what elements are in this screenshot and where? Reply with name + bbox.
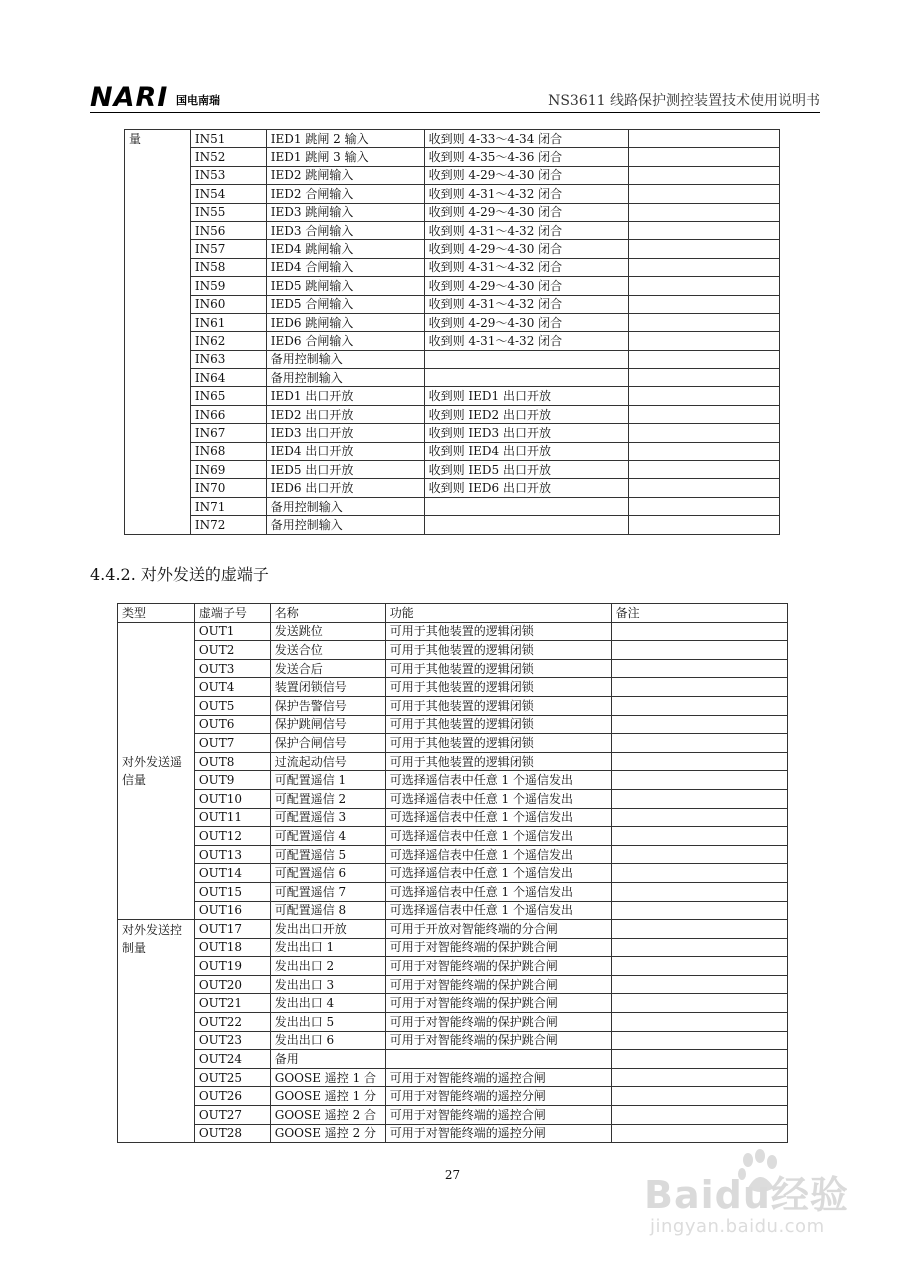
name-cell: IED6 跳闸输入 — [266, 313, 424, 331]
table-row — [125, 332, 780, 350]
table-row — [125, 442, 780, 460]
note-cell — [611, 678, 787, 697]
table-row — [118, 864, 788, 883]
table-row — [125, 258, 780, 276]
terminal-no-cell: OUT4 — [194, 678, 270, 697]
note-cell — [629, 497, 780, 515]
function-cell: 收到则 4-29～4-30 闭合 — [424, 240, 629, 258]
terminal-no-cell: IN54 — [190, 185, 266, 203]
terminal-no-cell: OUT18 — [194, 938, 270, 957]
note-cell — [629, 461, 780, 479]
function-cell: 收到则 IED1 出口开放 — [424, 387, 629, 405]
terminal-no-cell: OUT23 — [194, 1031, 270, 1050]
terminal-no-cell: IN58 — [190, 258, 266, 276]
note-cell — [611, 975, 787, 994]
name-cell: IED3 跳闸输入 — [266, 203, 424, 221]
name-cell: IED2 合闸输入 — [266, 185, 424, 203]
table-row — [118, 1106, 788, 1125]
function-cell: 收到则 4-35～4-36 闭合 — [424, 148, 629, 166]
terminal-no-cell: OUT7 — [194, 734, 270, 753]
name-cell: 可配置遥信 6 — [270, 864, 385, 883]
header-terminal-no: 虚端子号 — [194, 604, 270, 623]
name-cell: IED1 跳闸 2 输入 — [266, 130, 424, 148]
watermark-url: jingyan.baidu.com — [650, 1216, 825, 1237]
function-cell: 可用于开放对智能终端的分合闸 — [385, 920, 611, 939]
nari-logo: NARI — [90, 82, 169, 113]
name-cell: IED1 跳闸 3 输入 — [266, 148, 424, 166]
category-cell: 对外发送控制量 — [118, 920, 195, 1143]
table-row — [118, 975, 788, 994]
table-row — [125, 221, 780, 239]
table-row — [118, 1068, 788, 1087]
name-cell: 备用 — [270, 1050, 385, 1069]
function-cell — [424, 497, 629, 515]
function-cell: 收到则 IED6 出口开放 — [424, 479, 629, 497]
document-title: NS3611 线路保护测控装置技术使用说明书 — [548, 93, 820, 109]
note-cell — [611, 789, 787, 808]
function-cell: 收到则 4-31～4-32 闭合 — [424, 185, 629, 203]
name-cell: GOOSE 遥控 2 分 — [270, 1124, 385, 1143]
terminal-no-cell: IN56 — [190, 221, 266, 239]
function-cell: 收到则 4-33～4-34 闭合 — [424, 130, 629, 148]
name-cell: 发出出口 5 — [270, 1013, 385, 1032]
table-row — [118, 771, 788, 790]
name-cell: IED2 跳闸输入 — [266, 166, 424, 184]
terminal-no-cell: IN64 — [190, 369, 266, 387]
note-cell — [629, 387, 780, 405]
terminal-no-cell: OUT20 — [194, 975, 270, 994]
table-row — [118, 1050, 788, 1069]
name-cell: IED3 合闸输入 — [266, 221, 424, 239]
terminal-no-cell: OUT3 — [194, 659, 270, 678]
note-cell — [629, 295, 780, 313]
function-cell: 收到则 IED4 出口开放 — [424, 442, 629, 460]
terminal-no-cell: OUT28 — [194, 1124, 270, 1143]
name-cell: 可配置遥信 4 — [270, 827, 385, 846]
note-cell — [611, 1124, 787, 1143]
terminal-no-cell: IN60 — [190, 295, 266, 313]
function-cell: 可选择遥信表中任意 1 个遥信发出 — [385, 845, 611, 864]
table-row — [125, 185, 780, 203]
table-row — [125, 166, 780, 184]
function-cell: 收到则 4-29～4-30 闭合 — [424, 313, 629, 331]
note-cell — [629, 258, 780, 276]
name-cell: 发出出口 4 — [270, 994, 385, 1013]
table-row — [118, 901, 788, 920]
header-type: 类型 — [118, 604, 195, 623]
note-cell — [611, 827, 787, 846]
name-cell: GOOSE 遥控 1 分 — [270, 1087, 385, 1106]
function-cell: 收到则 4-31～4-32 闭合 — [424, 221, 629, 239]
terminal-no-cell: OUT24 — [194, 1050, 270, 1069]
function-cell — [385, 1050, 611, 1069]
table-row — [118, 920, 788, 939]
section-heading: 4.4.2. 对外发送的虚端子 — [90, 565, 269, 584]
name-cell: IED5 合闸输入 — [266, 295, 424, 313]
terminal-no-cell: OUT25 — [194, 1068, 270, 1087]
terminal-no-cell: OUT26 — [194, 1087, 270, 1106]
table-row — [125, 240, 780, 258]
terminal-no-cell: OUT10 — [194, 789, 270, 808]
table-row — [118, 994, 788, 1013]
note-cell — [629, 405, 780, 423]
function-cell: 收到则 4-31～4-32 闭合 — [424, 258, 629, 276]
terminal-no-cell: IN62 — [190, 332, 266, 350]
note-cell — [611, 734, 787, 753]
name-cell: 发出出口 2 — [270, 957, 385, 976]
name-cell: 发出出口 1 — [270, 938, 385, 957]
terminal-no-cell: OUT21 — [194, 994, 270, 1013]
table-row — [125, 130, 780, 148]
function-cell: 收到则 IED5 出口开放 — [424, 461, 629, 479]
name-cell: 发送合位 — [270, 641, 385, 660]
note-cell — [611, 864, 787, 883]
name-cell: IED2 出口开放 — [266, 405, 424, 423]
note-cell — [611, 752, 787, 771]
table-row — [125, 295, 780, 313]
table-row — [118, 789, 788, 808]
name-cell: IED5 跳闸输入 — [266, 277, 424, 295]
note-cell — [611, 715, 787, 734]
note-cell — [629, 332, 780, 350]
name-cell: 备用控制输入 — [266, 516, 424, 534]
function-cell: 可选择遥信表中任意 1 个遥信发出 — [385, 827, 611, 846]
table-row — [118, 1013, 788, 1032]
watermark-text: Baidu经验 — [644, 1173, 849, 1217]
name-cell: 备用控制输入 — [266, 350, 424, 368]
function-cell: 可用于其他装置的逻辑闭锁 — [385, 696, 611, 715]
name-cell: 装置闭锁信号 — [270, 678, 385, 697]
table-row — [125, 405, 780, 423]
name-cell: 可配置遥信 2 — [270, 789, 385, 808]
table-row — [118, 938, 788, 957]
table-row — [118, 752, 788, 771]
function-cell: 收到则 IED2 出口开放 — [424, 405, 629, 423]
terminal-no-cell: OUT8 — [194, 752, 270, 771]
header-name: 名称 — [270, 604, 385, 623]
note-cell — [611, 771, 787, 790]
table-row — [125, 497, 780, 515]
terminal-no-cell: IN51 — [190, 130, 266, 148]
name-cell: 保护跳闸信号 — [270, 715, 385, 734]
note-cell — [629, 185, 780, 203]
function-cell: 可选择遥信表中任意 1 个遥信发出 — [385, 771, 611, 790]
function-cell: 可选择遥信表中任意 1 个遥信发出 — [385, 901, 611, 920]
function-cell — [424, 516, 629, 534]
table-row — [125, 369, 780, 387]
output-terminal-table — [117, 603, 788, 1143]
name-cell: 发送合后 — [270, 659, 385, 678]
terminal-no-cell: OUT5 — [194, 696, 270, 715]
table-row — [118, 1031, 788, 1050]
note-cell — [611, 1031, 787, 1050]
table-row — [118, 1124, 788, 1143]
table-row — [118, 622, 788, 641]
function-cell — [424, 369, 629, 387]
function-cell: 可用于对智能终端的保护跳合闸 — [385, 1013, 611, 1032]
terminal-no-cell: OUT14 — [194, 864, 270, 883]
page-number: 27 — [444, 1168, 461, 1182]
function-cell: 可用于其他装置的逻辑闭锁 — [385, 659, 611, 678]
terminal-no-cell: IN63 — [190, 350, 266, 368]
function-cell: 可用于其他装置的逻辑闭锁 — [385, 715, 611, 734]
function-cell: 收到则 4-29～4-30 闭合 — [424, 166, 629, 184]
function-cell: 可选择遥信表中任意 1 个遥信发出 — [385, 789, 611, 808]
function-cell: 可用于对智能终端的保护跳合闸 — [385, 938, 611, 957]
name-cell: GOOSE 遥控 1 合 — [270, 1068, 385, 1087]
table-row — [118, 827, 788, 846]
name-cell: GOOSE 遥控 2 合 — [270, 1106, 385, 1125]
terminal-no-cell: IN53 — [190, 166, 266, 184]
terminal-no-cell: IN70 — [190, 479, 266, 497]
terminal-no-cell: IN65 — [190, 387, 266, 405]
terminal-no-cell: IN72 — [190, 516, 266, 534]
table-row — [118, 678, 788, 697]
name-cell: IED6 出口开放 — [266, 479, 424, 497]
terminal-no-cell: OUT11 — [194, 808, 270, 827]
note-cell — [611, 901, 787, 920]
name-cell: 保护告警信号 — [270, 696, 385, 715]
function-cell: 可用于对智能终端的遥控分闸 — [385, 1124, 611, 1143]
name-cell: IED5 出口开放 — [266, 461, 424, 479]
table-row — [125, 148, 780, 166]
function-cell: 可用于对智能终端的遥控合闸 — [385, 1068, 611, 1087]
function-cell: 可用于对智能终端的保护跳合闸 — [385, 1031, 611, 1050]
terminal-no-cell: OUT27 — [194, 1106, 270, 1125]
category-cell: 对外发送遥信量 — [118, 622, 195, 920]
name-cell: IED4 出口开放 — [266, 442, 424, 460]
function-cell: 可用于对智能终端的遥控合闸 — [385, 1106, 611, 1125]
terminal-no-cell: OUT6 — [194, 715, 270, 734]
table-row — [118, 845, 788, 864]
note-cell — [629, 369, 780, 387]
terminal-no-cell: IN55 — [190, 203, 266, 221]
name-cell: 发出出口 3 — [270, 975, 385, 994]
function-cell: 收到则 IED3 出口开放 — [424, 424, 629, 442]
name-cell: 发送跳位 — [270, 622, 385, 641]
terminal-no-cell: OUT17 — [194, 920, 270, 939]
name-cell: 可配置遥信 1 — [270, 771, 385, 790]
note-cell — [629, 203, 780, 221]
terminal-no-cell: OUT16 — [194, 901, 270, 920]
function-cell: 可用于其他装置的逻辑闭锁 — [385, 641, 611, 660]
note-cell — [611, 808, 787, 827]
terminal-no-cell: OUT13 — [194, 845, 270, 864]
note-cell — [629, 516, 780, 534]
baidu-watermark — [644, 1148, 864, 1258]
note-cell — [611, 1050, 787, 1069]
table-row — [118, 957, 788, 976]
name-cell: IED6 合闸输入 — [266, 332, 424, 350]
table-row — [125, 479, 780, 497]
terminal-no-cell: IN67 — [190, 424, 266, 442]
function-cell: 可选择遥信表中任意 1 个遥信发出 — [385, 808, 611, 827]
terminal-no-cell: OUT2 — [194, 641, 270, 660]
function-cell: 可用于对智能终端的保护跳合闸 — [385, 975, 611, 994]
table-row — [118, 715, 788, 734]
note-cell — [611, 1013, 787, 1032]
name-cell: 可配置遥信 5 — [270, 845, 385, 864]
function-cell: 收到则 4-31～4-32 闭合 — [424, 332, 629, 350]
nari-logo-cn: 国电南瑞 — [176, 94, 220, 107]
name-cell: 发出出口开放 — [270, 920, 385, 939]
table-row — [125, 350, 780, 368]
name-cell: 备用控制输入 — [266, 369, 424, 387]
name-cell: IED1 出口开放 — [266, 387, 424, 405]
table-row — [118, 696, 788, 715]
header-function: 功能 — [385, 604, 611, 623]
table-row — [125, 387, 780, 405]
table-row — [118, 1087, 788, 1106]
name-cell: 发出出口 6 — [270, 1031, 385, 1050]
table-row — [125, 313, 780, 331]
terminal-no-cell: IN57 — [190, 240, 266, 258]
terminal-no-cell: OUT9 — [194, 771, 270, 790]
note-cell — [611, 938, 787, 957]
category-cell: 量 — [125, 130, 191, 535]
function-cell — [424, 350, 629, 368]
note-cell — [611, 994, 787, 1013]
note-cell — [629, 221, 780, 239]
terminal-no-cell: IN71 — [190, 497, 266, 515]
function-cell: 可选择遥信表中任意 1 个遥信发出 — [385, 882, 611, 901]
table-row — [125, 277, 780, 295]
note-cell — [629, 277, 780, 295]
note-cell — [629, 442, 780, 460]
table-row — [118, 659, 788, 678]
note-cell — [611, 1068, 787, 1087]
terminal-no-cell: IN59 — [190, 277, 266, 295]
function-cell: 收到则 4-31～4-32 闭合 — [424, 295, 629, 313]
note-cell — [629, 166, 780, 184]
name-cell: 过流起动信号 — [270, 752, 385, 771]
function-cell: 可用于其他装置的逻辑闭锁 — [385, 678, 611, 697]
name-cell: 备用控制输入 — [266, 497, 424, 515]
table-row — [125, 203, 780, 221]
note-cell — [611, 1106, 787, 1125]
table-row — [125, 516, 780, 534]
header-divider — [90, 112, 820, 113]
function-cell: 可用于其他装置的逻辑闭锁 — [385, 734, 611, 753]
terminal-no-cell: IN52 — [190, 148, 266, 166]
table-row — [118, 882, 788, 901]
name-cell: IED4 跳闸输入 — [266, 240, 424, 258]
note-cell — [611, 622, 787, 641]
table-row — [125, 424, 780, 442]
table-header-row — [118, 604, 788, 623]
function-cell: 收到则 4-29～4-30 闭合 — [424, 277, 629, 295]
note-cell — [629, 479, 780, 497]
note-cell — [629, 148, 780, 166]
terminal-no-cell: OUT22 — [194, 1013, 270, 1032]
note-cell — [611, 920, 787, 939]
page-header — [90, 82, 820, 112]
table-row — [118, 734, 788, 753]
name-cell: 可配置遥信 7 — [270, 882, 385, 901]
terminal-no-cell: OUT19 — [194, 957, 270, 976]
note-cell — [629, 313, 780, 331]
function-cell: 可选择遥信表中任意 1 个遥信发出 — [385, 864, 611, 883]
terminal-no-cell: OUT15 — [194, 882, 270, 901]
table-row — [118, 641, 788, 660]
function-cell: 可用于对智能终端的保护跳合闸 — [385, 957, 611, 976]
function-cell: 可用于其他装置的逻辑闭锁 — [385, 622, 611, 641]
terminal-no-cell: IN68 — [190, 442, 266, 460]
function-cell: 收到则 4-29～4-30 闭合 — [424, 203, 629, 221]
input-terminal-table — [124, 129, 780, 535]
note-cell — [611, 1087, 787, 1106]
note-cell — [629, 350, 780, 368]
note-cell — [611, 845, 787, 864]
name-cell: 保护合闸信号 — [270, 734, 385, 753]
note-cell — [629, 130, 780, 148]
note-cell — [611, 696, 787, 715]
note-cell — [611, 659, 787, 678]
name-cell: IED4 合闸输入 — [266, 258, 424, 276]
table-row — [125, 461, 780, 479]
note-cell — [629, 240, 780, 258]
function-cell: 可用于其他装置的逻辑闭锁 — [385, 752, 611, 771]
terminal-no-cell: OUT1 — [194, 622, 270, 641]
name-cell: IED3 出口开放 — [266, 424, 424, 442]
function-cell: 可用于对智能终端的保护跳合闸 — [385, 994, 611, 1013]
note-cell — [629, 424, 780, 442]
table-row — [118, 808, 788, 827]
terminal-no-cell: IN69 — [190, 461, 266, 479]
terminal-no-cell: IN61 — [190, 313, 266, 331]
function-cell: 可用于对智能终端的遥控分闸 — [385, 1087, 611, 1106]
name-cell: 可配置遥信 8 — [270, 901, 385, 920]
header-note: 备注 — [611, 604, 787, 623]
terminal-no-cell: IN66 — [190, 405, 266, 423]
note-cell — [611, 882, 787, 901]
terminal-no-cell: OUT12 — [194, 827, 270, 846]
name-cell: 可配置遥信 3 — [270, 808, 385, 827]
note-cell — [611, 641, 787, 660]
note-cell — [611, 957, 787, 976]
